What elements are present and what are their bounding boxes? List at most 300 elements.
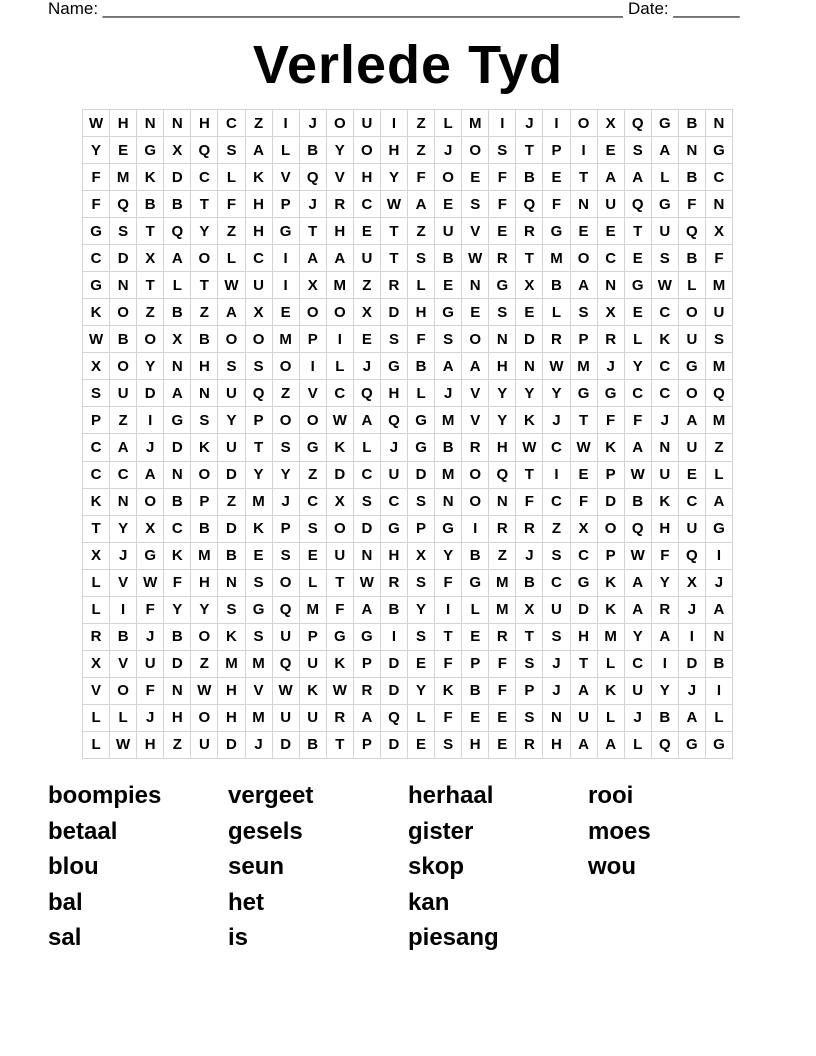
grid-cell[interactable]: L — [408, 705, 435, 732]
grid-cell[interactable]: N — [435, 489, 462, 516]
grid-cell[interactable]: U — [218, 434, 245, 461]
grid-cell[interactable]: X — [137, 245, 164, 272]
grid-cell[interactable]: S — [489, 299, 516, 326]
grid-cell[interactable]: H — [462, 732, 489, 759]
grid-cell[interactable]: H — [381, 380, 408, 407]
grid-cell[interactable]: C — [327, 380, 354, 407]
grid-cell[interactable]: W — [83, 110, 110, 137]
grid-cell[interactable]: B — [652, 705, 679, 732]
grid-cell[interactable]: U — [571, 705, 598, 732]
grid-cell[interactable]: E — [571, 462, 598, 489]
grid-cell[interactable]: Q — [381, 407, 408, 434]
grid-cell[interactable]: I — [273, 110, 300, 137]
grid-cell[interactable]: J — [516, 543, 543, 570]
grid-cell[interactable]: Q — [652, 732, 679, 759]
grid-cell[interactable]: E — [625, 299, 652, 326]
grid-cell[interactable]: Q — [706, 380, 733, 407]
grid-cell[interactable]: B — [516, 164, 543, 191]
grid-cell[interactable]: K — [327, 651, 354, 678]
grid-cell[interactable]: C — [598, 245, 625, 272]
grid-cell[interactable]: Q — [516, 191, 543, 218]
grid-cell[interactable]: Q — [679, 218, 706, 245]
grid-cell[interactable]: X — [679, 570, 706, 597]
grid-cell[interactable]: J — [246, 732, 273, 759]
grid-cell[interactable]: G — [381, 516, 408, 543]
grid-cell[interactable]: A — [137, 462, 164, 489]
grid-cell[interactable]: R — [83, 624, 110, 651]
grid-cell[interactable]: N — [489, 326, 516, 353]
grid-cell[interactable]: L — [327, 353, 354, 380]
grid-cell[interactable]: N — [571, 191, 598, 218]
grid-cell[interactable]: B — [706, 651, 733, 678]
grid-cell[interactable]: Z — [408, 218, 435, 245]
grid-cell[interactable]: X — [516, 272, 543, 299]
grid-cell[interactable]: V — [110, 570, 137, 597]
grid-cell[interactable]: T — [571, 651, 598, 678]
grid-cell[interactable]: Y — [110, 516, 137, 543]
grid-cell[interactable]: S — [273, 434, 300, 461]
grid-cell[interactable]: N — [110, 272, 137, 299]
grid-cell[interactable]: I — [273, 245, 300, 272]
grid-cell[interactable]: J — [300, 191, 327, 218]
grid-cell[interactable]: M — [191, 543, 218, 570]
grid-cell[interactable]: Z — [408, 110, 435, 137]
grid-cell[interactable]: X — [246, 299, 273, 326]
grid-cell[interactable]: E — [300, 543, 327, 570]
grid-cell[interactable]: C — [164, 516, 191, 543]
grid-cell[interactable]: X — [300, 272, 327, 299]
grid-cell[interactable]: M — [110, 164, 137, 191]
grid-cell[interactable]: S — [110, 218, 137, 245]
grid-cell[interactable]: A — [679, 705, 706, 732]
grid-cell[interactable]: Y — [381, 164, 408, 191]
grid-cell[interactable]: D — [137, 380, 164, 407]
grid-cell[interactable]: J — [652, 407, 679, 434]
grid-cell[interactable]: K — [435, 678, 462, 705]
grid-cell[interactable]: U — [110, 380, 137, 407]
grid-cell[interactable]: H — [652, 516, 679, 543]
grid-cell[interactable]: W — [625, 462, 652, 489]
grid-cell[interactable]: H — [191, 570, 218, 597]
grid-cell[interactable]: E — [462, 299, 489, 326]
grid-cell[interactable]: F — [625, 407, 652, 434]
grid-cell[interactable]: L — [543, 299, 570, 326]
grid-cell[interactable]: G — [408, 434, 435, 461]
grid-cell[interactable]: Z — [110, 407, 137, 434]
grid-cell[interactable]: B — [300, 137, 327, 164]
grid-cell[interactable]: N — [598, 272, 625, 299]
grid-cell[interactable]: J — [137, 624, 164, 651]
grid-cell[interactable]: I — [543, 462, 570, 489]
grid-cell[interactable]: V — [462, 407, 489, 434]
grid-cell[interactable]: G — [652, 191, 679, 218]
grid-cell[interactable]: M — [273, 326, 300, 353]
grid-cell[interactable]: L — [83, 570, 110, 597]
grid-cell[interactable]: Y — [191, 597, 218, 624]
grid-cell[interactable]: U — [679, 516, 706, 543]
grid-cell[interactable]: M — [435, 462, 462, 489]
grid-cell[interactable]: E — [246, 543, 273, 570]
grid-cell[interactable]: H — [246, 218, 273, 245]
grid-cell[interactable]: J — [543, 407, 570, 434]
grid-cell[interactable]: W — [625, 543, 652, 570]
grid-cell[interactable]: P — [300, 326, 327, 353]
grid-cell[interactable]: U — [354, 110, 381, 137]
grid-cell[interactable]: B — [191, 516, 218, 543]
grid-cell[interactable]: U — [273, 624, 300, 651]
grid-cell[interactable]: X — [83, 543, 110, 570]
grid-cell[interactable]: O — [462, 326, 489, 353]
grid-cell[interactable]: E — [435, 191, 462, 218]
grid-cell[interactable]: E — [110, 137, 137, 164]
grid-cell[interactable]: V — [83, 678, 110, 705]
grid-cell[interactable]: Y — [625, 624, 652, 651]
grid-cell[interactable]: S — [652, 245, 679, 272]
grid-cell[interactable]: A — [625, 570, 652, 597]
grid-cell[interactable]: G — [571, 570, 598, 597]
grid-cell[interactable]: T — [137, 218, 164, 245]
grid-cell[interactable]: O — [273, 407, 300, 434]
grid-cell[interactable]: W — [354, 570, 381, 597]
grid-cell[interactable]: A — [408, 191, 435, 218]
grid-cell[interactable]: Q — [191, 137, 218, 164]
grid-cell[interactable]: E — [543, 164, 570, 191]
grid-cell[interactable]: Y — [408, 678, 435, 705]
grid-cell[interactable]: A — [462, 353, 489, 380]
grid-cell[interactable]: Z — [706, 434, 733, 461]
grid-cell[interactable]: U — [300, 705, 327, 732]
grid-cell[interactable]: L — [706, 462, 733, 489]
grid-cell[interactable]: X — [83, 651, 110, 678]
grid-cell[interactable]: F — [598, 407, 625, 434]
grid-cell[interactable]: A — [706, 489, 733, 516]
grid-cell[interactable]: N — [543, 705, 570, 732]
grid-cell[interactable]: F — [83, 164, 110, 191]
grid-cell[interactable]: D — [381, 732, 408, 759]
grid-cell[interactable]: B — [137, 191, 164, 218]
grid-cell[interactable]: O — [435, 164, 462, 191]
grid-cell[interactable]: S — [246, 353, 273, 380]
grid-cell[interactable]: C — [381, 489, 408, 516]
grid-cell[interactable]: O — [110, 299, 137, 326]
grid-cell[interactable]: L — [273, 137, 300, 164]
grid-cell[interactable]: O — [679, 299, 706, 326]
grid-cell[interactable]: N — [164, 678, 191, 705]
grid-cell[interactable]: D — [327, 462, 354, 489]
grid-cell[interactable]: I — [381, 110, 408, 137]
grid-cell[interactable]: F — [516, 489, 543, 516]
grid-cell[interactable]: J — [381, 434, 408, 461]
grid-cell[interactable]: Y — [246, 462, 273, 489]
grid-cell[interactable]: Y — [543, 380, 570, 407]
grid-cell[interactable]: J — [625, 705, 652, 732]
grid-cell[interactable]: H — [543, 732, 570, 759]
grid-cell[interactable]: B — [679, 110, 706, 137]
grid-cell[interactable]: F — [408, 164, 435, 191]
grid-cell[interactable]: E — [435, 272, 462, 299]
grid-cell[interactable]: G — [679, 353, 706, 380]
grid-cell[interactable]: L — [679, 272, 706, 299]
grid-cell[interactable]: G — [408, 407, 435, 434]
grid-cell[interactable]: E — [462, 624, 489, 651]
grid-cell[interactable]: H — [381, 543, 408, 570]
grid-cell[interactable]: W — [516, 434, 543, 461]
grid-cell[interactable]: P — [246, 407, 273, 434]
grid-cell[interactable]: X — [516, 597, 543, 624]
grid-cell[interactable]: R — [543, 326, 570, 353]
grid-cell[interactable]: Q — [381, 705, 408, 732]
grid-cell[interactable]: H — [191, 110, 218, 137]
grid-cell[interactable]: G — [706, 137, 733, 164]
grid-cell[interactable]: I — [327, 326, 354, 353]
grid-cell[interactable]: V — [462, 380, 489, 407]
grid-cell[interactable]: Q — [110, 191, 137, 218]
grid-cell[interactable]: S — [273, 543, 300, 570]
grid-cell[interactable]: A — [571, 732, 598, 759]
grid-cell[interactable]: E — [625, 245, 652, 272]
grid-cell[interactable]: C — [83, 462, 110, 489]
grid-cell[interactable]: N — [652, 434, 679, 461]
grid-cell[interactable]: G — [625, 272, 652, 299]
grid-cell[interactable]: W — [327, 678, 354, 705]
grid-cell[interactable]: G — [300, 434, 327, 461]
grid-cell[interactable]: R — [354, 678, 381, 705]
grid-cell[interactable]: A — [625, 597, 652, 624]
grid-cell[interactable]: D — [408, 462, 435, 489]
grid-cell[interactable]: V — [462, 218, 489, 245]
grid-cell[interactable]: D — [273, 732, 300, 759]
grid-cell[interactable]: O — [327, 516, 354, 543]
grid-cell[interactable]: N — [191, 380, 218, 407]
grid-cell[interactable]: W — [543, 353, 570, 380]
grid-cell[interactable]: T — [381, 218, 408, 245]
grid-cell[interactable]: O — [191, 705, 218, 732]
grid-cell[interactable]: S — [218, 137, 245, 164]
grid-cell[interactable]: G — [137, 543, 164, 570]
grid-cell[interactable]: D — [571, 597, 598, 624]
grid-cell[interactable]: T — [83, 516, 110, 543]
grid-cell[interactable]: O — [273, 570, 300, 597]
grid-cell[interactable]: C — [83, 245, 110, 272]
grid-cell[interactable]: H — [408, 299, 435, 326]
grid-cell[interactable]: F — [408, 326, 435, 353]
grid-cell[interactable]: T — [137, 272, 164, 299]
grid-cell[interactable]: A — [164, 380, 191, 407]
grid-cell[interactable]: W — [110, 732, 137, 759]
grid-cell[interactable]: U — [652, 462, 679, 489]
grid-cell[interactable]: S — [408, 245, 435, 272]
grid-cell[interactable]: U — [679, 326, 706, 353]
grid-cell[interactable]: R — [462, 434, 489, 461]
grid-cell[interactable]: Q — [300, 164, 327, 191]
grid-cell[interactable]: B — [164, 191, 191, 218]
grid-cell[interactable]: C — [625, 380, 652, 407]
grid-cell[interactable]: A — [300, 245, 327, 272]
grid-cell[interactable]: I — [137, 407, 164, 434]
grid-cell[interactable]: F — [706, 245, 733, 272]
grid-cell[interactable]: H — [218, 678, 245, 705]
grid-cell[interactable]: Y — [273, 462, 300, 489]
grid-cell[interactable]: X — [598, 110, 625, 137]
grid-cell[interactable]: B — [462, 678, 489, 705]
grid-cell[interactable]: E — [273, 299, 300, 326]
grid-cell[interactable]: L — [164, 272, 191, 299]
grid-cell[interactable]: D — [598, 489, 625, 516]
grid-cell[interactable]: K — [218, 624, 245, 651]
grid-cell[interactable]: C — [300, 489, 327, 516]
grid-cell[interactable]: C — [246, 245, 273, 272]
grid-cell[interactable]: R — [598, 326, 625, 353]
grid-cell[interactable]: G — [246, 597, 273, 624]
grid-cell[interactable]: K — [598, 678, 625, 705]
grid-cell[interactable]: A — [110, 434, 137, 461]
grid-cell[interactable]: E — [408, 651, 435, 678]
grid-cell[interactable]: R — [516, 516, 543, 543]
grid-cell[interactable]: Z — [191, 299, 218, 326]
grid-cell[interactable]: A — [435, 353, 462, 380]
grid-cell[interactable]: M — [246, 705, 273, 732]
grid-cell[interactable]: J — [354, 353, 381, 380]
grid-cell[interactable]: S — [83, 380, 110, 407]
grid-cell[interactable]: B — [435, 434, 462, 461]
grid-cell[interactable]: Y — [652, 678, 679, 705]
grid-cell[interactable]: N — [164, 462, 191, 489]
grid-cell[interactable]: M — [327, 272, 354, 299]
grid-cell[interactable]: C — [652, 380, 679, 407]
grid-cell[interactable]: H — [246, 191, 273, 218]
grid-cell[interactable]: L — [83, 597, 110, 624]
grid-cell[interactable]: L — [83, 732, 110, 759]
grid-cell[interactable]: I — [435, 597, 462, 624]
grid-cell[interactable]: P — [273, 516, 300, 543]
grid-cell[interactable]: F — [571, 489, 598, 516]
grid-cell[interactable]: Q — [354, 380, 381, 407]
grid-cell[interactable]: V — [110, 651, 137, 678]
grid-cell[interactable]: F — [489, 651, 516, 678]
grid-cell[interactable]: H — [489, 434, 516, 461]
grid-cell[interactable]: W — [652, 272, 679, 299]
grid-cell[interactable]: C — [706, 164, 733, 191]
grid-cell[interactable]: S — [408, 624, 435, 651]
grid-cell[interactable]: N — [164, 110, 191, 137]
grid-cell[interactable]: A — [571, 678, 598, 705]
grid-cell[interactable]: U — [354, 245, 381, 272]
grid-cell[interactable]: C — [83, 434, 110, 461]
grid-cell[interactable]: Z — [218, 218, 245, 245]
grid-cell[interactable]: T — [516, 245, 543, 272]
grid-cell[interactable]: C — [571, 543, 598, 570]
grid-cell[interactable]: I — [543, 110, 570, 137]
grid-cell[interactable]: B — [300, 732, 327, 759]
grid-cell[interactable]: B — [191, 326, 218, 353]
grid-cell[interactable]: Q — [273, 651, 300, 678]
grid-cell[interactable]: O — [300, 299, 327, 326]
grid-cell[interactable]: K — [516, 407, 543, 434]
grid-cell[interactable]: B — [625, 489, 652, 516]
grid-cell[interactable]: N — [706, 191, 733, 218]
grid-cell[interactable]: O — [300, 407, 327, 434]
grid-cell[interactable]: Z — [273, 380, 300, 407]
grid-cell[interactable]: E — [516, 299, 543, 326]
grid-cell[interactable]: A — [354, 597, 381, 624]
grid-cell[interactable]: B — [164, 624, 191, 651]
grid-cell[interactable]: O — [137, 489, 164, 516]
grid-cell[interactable]: L — [408, 380, 435, 407]
name-field[interactable]: Name: _______________________________________________________ — [48, 0, 623, 18]
grid-cell[interactable]: W — [137, 570, 164, 597]
grid-cell[interactable]: U — [381, 462, 408, 489]
grid-cell[interactable]: V — [300, 380, 327, 407]
grid-cell[interactable]: Z — [300, 462, 327, 489]
grid-cell[interactable]: L — [462, 597, 489, 624]
grid-cell[interactable]: N — [516, 353, 543, 380]
grid-cell[interactable]: M — [489, 597, 516, 624]
grid-cell[interactable]: T — [516, 462, 543, 489]
grid-cell[interactable]: A — [164, 245, 191, 272]
grid-cell[interactable]: Y — [218, 407, 245, 434]
grid-cell[interactable]: T — [300, 218, 327, 245]
grid-cell[interactable]: Y — [435, 543, 462, 570]
grid-cell[interactable]: S — [218, 597, 245, 624]
grid-cell[interactable]: O — [110, 353, 137, 380]
grid-cell[interactable]: Y — [191, 218, 218, 245]
grid-cell[interactable]: X — [598, 299, 625, 326]
grid-cell[interactable]: N — [110, 489, 137, 516]
grid-cell[interactable]: A — [652, 137, 679, 164]
grid-cell[interactable]: F — [543, 191, 570, 218]
grid-cell[interactable]: A — [218, 299, 245, 326]
grid-cell[interactable]: D — [164, 434, 191, 461]
grid-cell[interactable]: L — [435, 110, 462, 137]
grid-cell[interactable]: E — [408, 732, 435, 759]
grid-cell[interactable]: F — [435, 570, 462, 597]
grid-cell[interactable]: G — [706, 732, 733, 759]
grid-cell[interactable]: T — [191, 191, 218, 218]
grid-cell[interactable]: U — [543, 597, 570, 624]
grid-cell[interactable]: O — [273, 353, 300, 380]
grid-cell[interactable]: J — [679, 678, 706, 705]
grid-cell[interactable]: O — [462, 489, 489, 516]
grid-cell[interactable]: F — [489, 678, 516, 705]
grid-cell[interactable]: Y — [516, 380, 543, 407]
grid-cell[interactable]: N — [164, 353, 191, 380]
grid-cell[interactable]: G — [354, 624, 381, 651]
grid-cell[interactable]: H — [381, 137, 408, 164]
grid-cell[interactable]: V — [327, 164, 354, 191]
grid-cell[interactable]: I — [571, 137, 598, 164]
grid-cell[interactable]: U — [300, 651, 327, 678]
grid-cell[interactable]: P — [408, 516, 435, 543]
grid-cell[interactable]: K — [598, 434, 625, 461]
grid-cell[interactable]: W — [571, 434, 598, 461]
grid-cell[interactable]: J — [300, 110, 327, 137]
grid-cell[interactable]: H — [571, 624, 598, 651]
grid-cell[interactable]: U — [679, 434, 706, 461]
grid-cell[interactable]: S — [408, 489, 435, 516]
grid-cell[interactable]: D — [164, 164, 191, 191]
grid-cell[interactable]: W — [191, 678, 218, 705]
grid-cell[interactable]: W — [462, 245, 489, 272]
grid-cell[interactable]: H — [191, 353, 218, 380]
grid-cell[interactable]: S — [354, 489, 381, 516]
grid-cell[interactable]: I — [652, 651, 679, 678]
grid-cell[interactable]: B — [435, 245, 462, 272]
grid-cell[interactable]: X — [83, 353, 110, 380]
grid-cell[interactable]: B — [110, 326, 137, 353]
grid-cell[interactable]: V — [273, 164, 300, 191]
grid-cell[interactable]: L — [598, 651, 625, 678]
grid-cell[interactable]: B — [516, 570, 543, 597]
